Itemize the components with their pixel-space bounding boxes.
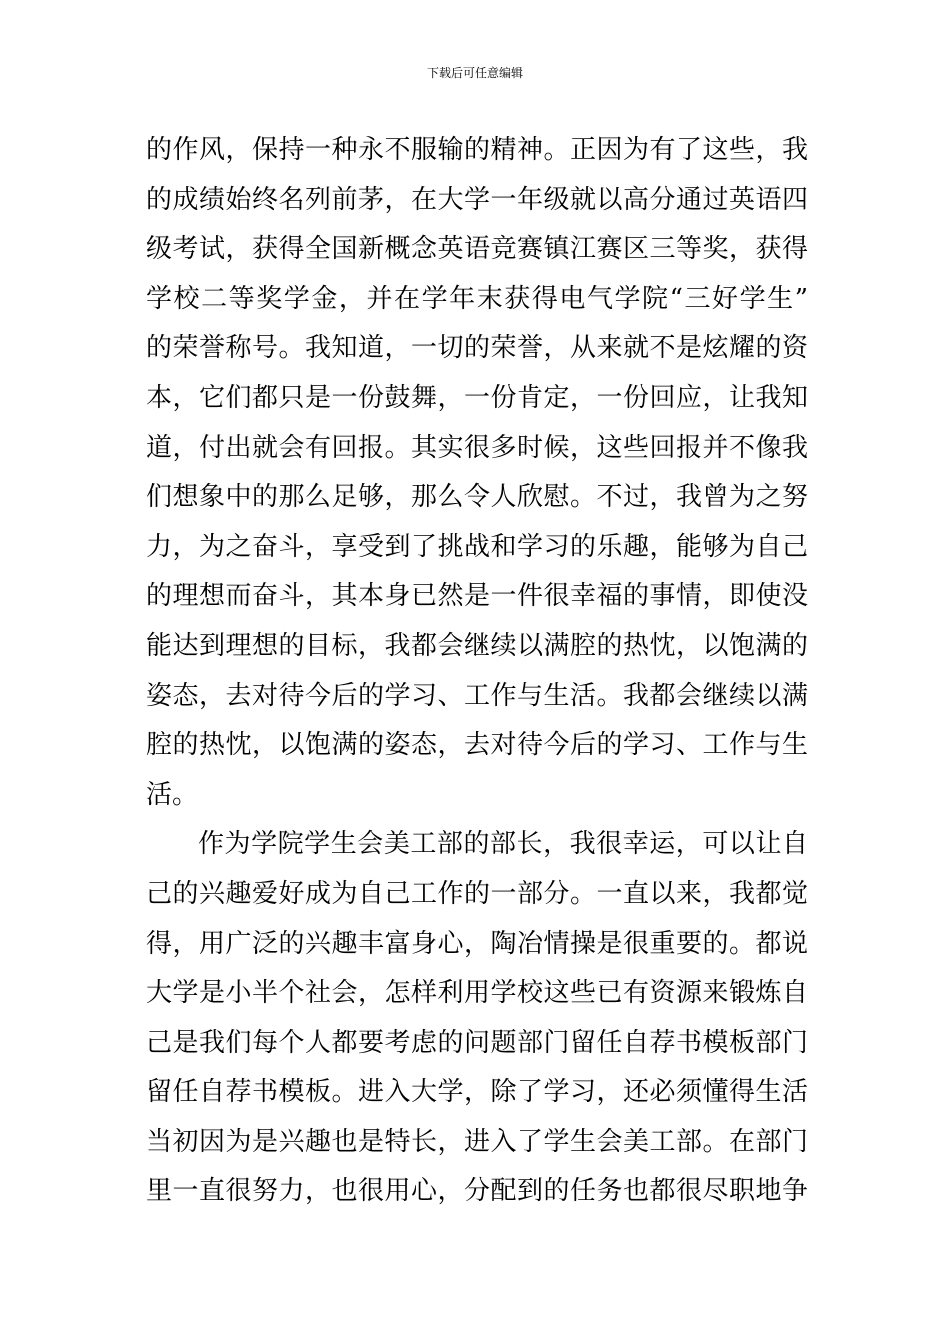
text-line: 留任自荐书模板。进入大学，除了学习，还必须懂得生活 (146, 1077, 808, 1108)
text-line: 学校二等奖学金，并在学年末获得电气学院“三好学生” (146, 283, 808, 314)
paragraph-1 (146, 126, 808, 820)
text-line: 当初因为是兴趣也是特长，进入了学生会美工部。在部门 (146, 1126, 808, 1157)
text-line: 级考试，获得全国新概念英语竞赛镇江赛区三等奖，获得 (146, 234, 808, 265)
text-line: 道，付出就会有回报。其实很多时候，这些回报并不像我 (146, 432, 808, 463)
text-line: 力，为之奋斗，享受到了挑战和学习的乐趣，能够为自己 (146, 531, 808, 562)
document-body (146, 126, 808, 1217)
text-line: 的荣誉称号。我知道，一切的荣誉，从来就不是炫耀的资 (146, 333, 808, 364)
text-line: 的成绩始终名列前茅，在大学一年级就以高分通过英语四 (146, 184, 808, 215)
text-line: 己的兴趣爱好成为自己工作的一部分。一直以来，我都觉 (146, 878, 808, 909)
page-header: 下载后可任意编辑 (426, 66, 523, 80)
text-line: 里一直很努力，也很用心，分配到的任务也都很尽职地争 (146, 1176, 808, 1207)
text-line: 能达到理想的目标，我都会继续以满腔的热忱，以饱满的 (146, 630, 808, 661)
text-line: 得，用广泛的兴趣丰富身心，陶冶情操是很重要的。都说 (146, 928, 808, 959)
text-line: 己是我们每个人都要考虑的问题部门留任自荐书模板部门 (146, 1027, 808, 1058)
text-line: 的理想而奋斗，其本身已然是一件很幸福的事情，即使没 (146, 581, 808, 612)
paragraph-2 (146, 820, 808, 1217)
text-line: 姿态，去对待今后的学习、工作与生活。我都会继续以满 (146, 680, 808, 711)
text-line: 的作风，保持一种永不服输的精神。正因为有了这些，我 (146, 135, 808, 165)
text-line: 大学是小半个社会，怎样利用学校这些已有资源来锻炼自 (146, 978, 808, 1009)
text-line: 作为学院学生会美工部的部长，我很幸运，可以让自 (198, 829, 808, 860)
text-line: 腔的热忱，以饱满的姿态，去对待今后的学习、工作与生 (146, 730, 808, 761)
text-line: 本，它们都只是一份鼓舞，一份肯定，一份回应，让我知 (146, 382, 808, 413)
text-line: 活。 (146, 779, 199, 810)
text-line: 们想象中的那么足够，那么令人欣慰。不过，我曾为之努 (146, 482, 808, 513)
